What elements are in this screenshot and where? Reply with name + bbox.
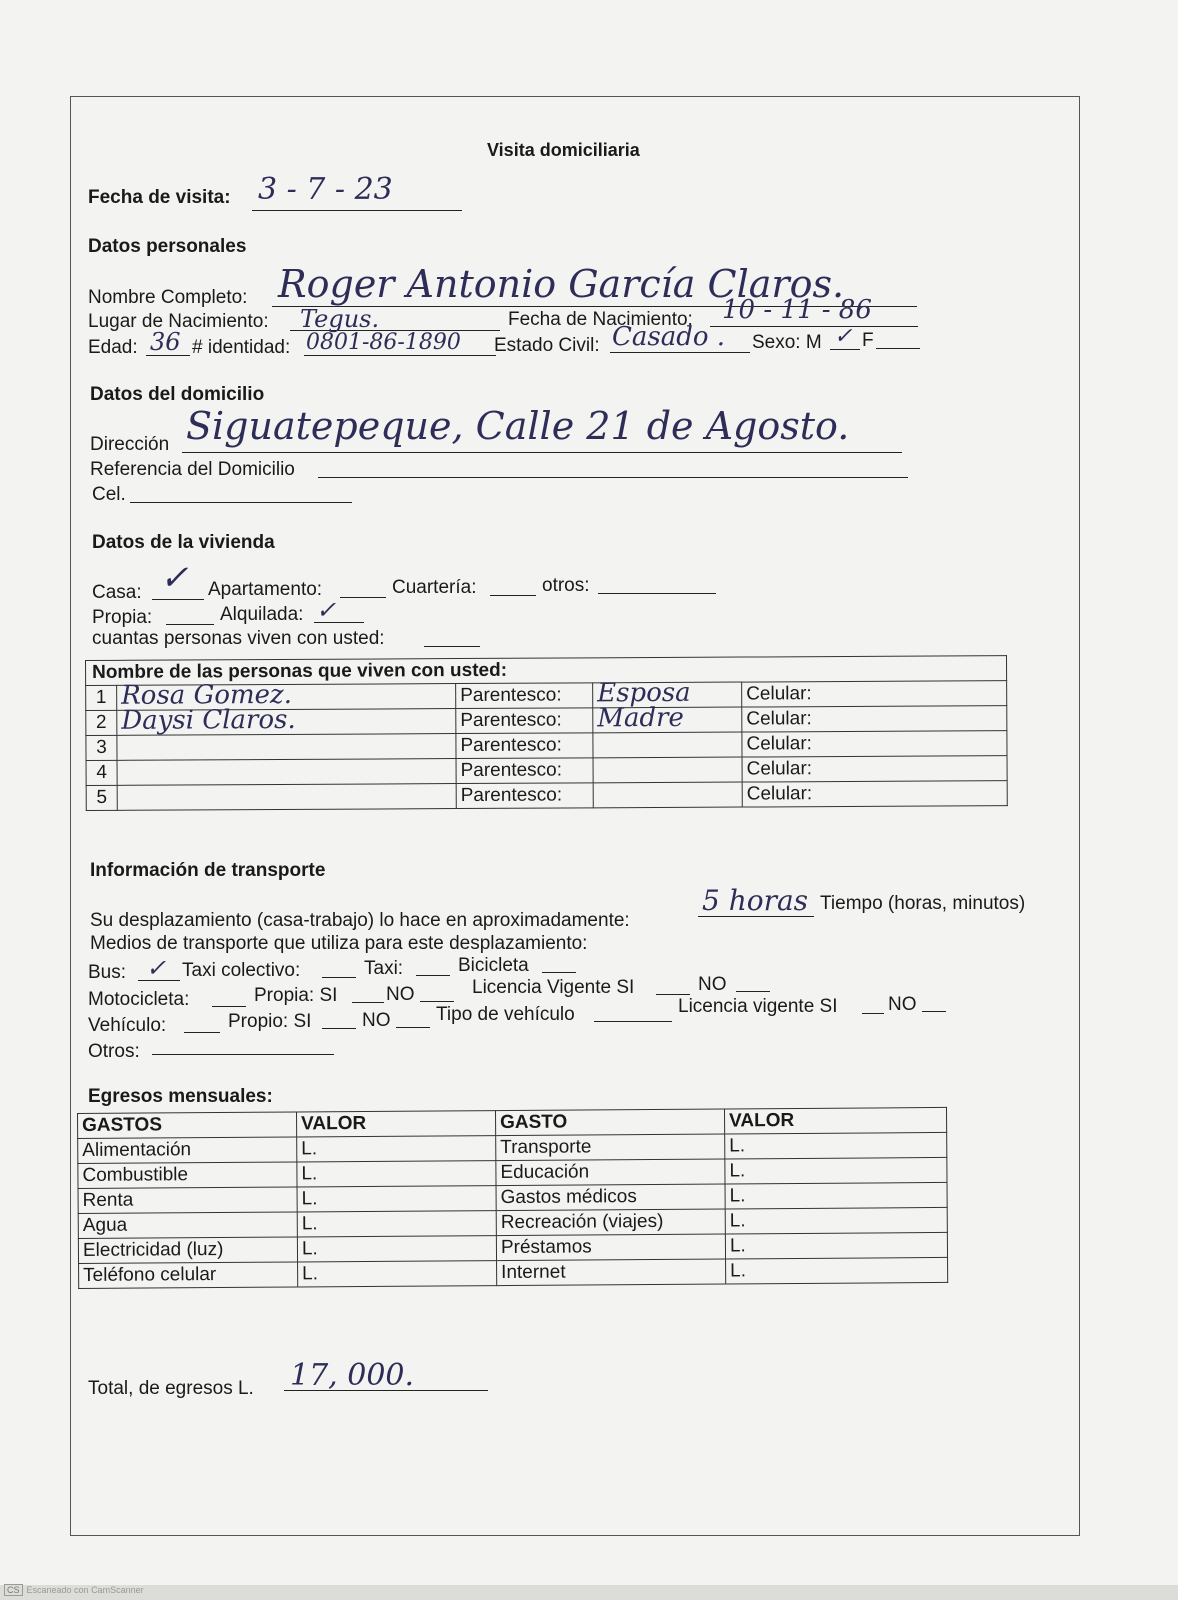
address-label: Dirección xyxy=(90,434,170,455)
civil-status-label: Estado Civil: xyxy=(494,335,600,356)
visit-date-label: Fecha de visita: xyxy=(88,187,231,208)
cellphone-label: Celular: xyxy=(742,706,1007,732)
apartamento-label: Apartamento: xyxy=(208,579,323,600)
row-number: 1 xyxy=(86,685,117,710)
cel-label: Cel. xyxy=(92,484,126,505)
cellphone-label: Celular: xyxy=(742,781,1007,807)
cuarteria-label: Cuartería: xyxy=(392,577,477,598)
expenses-heading: Egresos mensuales: xyxy=(88,1086,273,1107)
full-name-value: Roger Antonio García Claros. xyxy=(278,262,845,306)
moto-propia-no-label: NO xyxy=(386,984,415,1005)
valor-header: VALOR xyxy=(296,1111,495,1137)
id-value: 0801-86-1890 xyxy=(306,330,461,355)
moto-propia-si-line xyxy=(352,1002,384,1003)
id-line xyxy=(304,355,496,356)
moto-license-si-line xyxy=(656,994,690,995)
age-value: 36 xyxy=(150,328,181,356)
expense-item: Transporte xyxy=(496,1134,725,1161)
expense-item: Recreación (viajes) xyxy=(496,1209,725,1236)
household-row xyxy=(86,781,1007,811)
expense-value: L. xyxy=(297,1236,496,1262)
household-name-cell xyxy=(117,759,456,786)
transport-heading: Información de transporte xyxy=(90,860,326,881)
household-name-cell xyxy=(117,734,456,761)
row-number: 5 xyxy=(86,785,117,810)
household-table xyxy=(85,655,1008,811)
cuarteria-line xyxy=(490,595,536,596)
moto-propia-si-label: Propia: SI xyxy=(254,985,338,1006)
expense-value: L. xyxy=(297,1136,496,1162)
cellphone-label: Celular: xyxy=(742,681,1007,707)
otros-transporte-line xyxy=(152,1054,334,1055)
gastos-header: GASTOS xyxy=(78,1112,297,1139)
domicile-heading: Datos del domicilio xyxy=(90,384,265,405)
bus-checkmark: ✓ xyxy=(146,954,167,982)
expense-value: L. xyxy=(298,1261,497,1287)
total-expenses-label: Total, de egresos L. xyxy=(88,1378,254,1399)
personal-heading: Datos personales xyxy=(88,236,247,257)
propia-label: Propia: xyxy=(92,607,153,628)
moto-license-no-line xyxy=(736,991,770,992)
relationship-label: Parentesco: xyxy=(456,783,593,809)
civil-status-line xyxy=(610,352,750,353)
relationship-cell xyxy=(593,757,742,783)
persons-count-label: cuantas personas viven con usted: xyxy=(92,628,385,649)
row-number: 3 xyxy=(86,735,117,760)
household-name-cell xyxy=(117,704,456,736)
expense-item: Teléfono celular xyxy=(79,1262,298,1289)
relationship-label: Parentesco: xyxy=(456,733,593,759)
bicicleta-line xyxy=(542,972,576,973)
otros-transporte-label: Otros: xyxy=(88,1041,140,1062)
taxi-colectivo-line xyxy=(322,977,356,978)
household-name: Daysi Claros. xyxy=(121,704,296,736)
cellphone-label: Celular: xyxy=(742,731,1007,757)
expense-item: Combustible xyxy=(78,1162,297,1189)
relationship-cell xyxy=(593,732,742,758)
birthplace-label: Lugar de Nacimiento: xyxy=(88,311,269,332)
cellphone-label: Celular: xyxy=(742,756,1007,782)
expense-item: Gastos médicos xyxy=(496,1184,725,1211)
household-header: Nombre de las personas que viven con usted: xyxy=(86,656,1007,686)
reference-label: Referencia del Domicilio xyxy=(90,459,295,480)
expense-item: Renta xyxy=(78,1187,297,1214)
valor-header-2: VALOR xyxy=(724,1107,946,1134)
tipo-vehiculo-line xyxy=(594,1021,672,1022)
casa-line xyxy=(152,599,204,600)
birthdate-value: 10 - 11 - 86 xyxy=(722,295,872,325)
expense-row xyxy=(79,1257,948,1288)
otros-vivienda-label: otros: xyxy=(542,575,590,596)
relationship-label: Parentesco: xyxy=(456,758,593,784)
expense-item: Alimentación xyxy=(78,1137,297,1164)
casa-checkmark: ✓ xyxy=(160,558,189,598)
expense-item: Electricidad (luz) xyxy=(78,1237,297,1264)
civil-status-value: Casado . xyxy=(612,322,726,352)
expenses-table xyxy=(77,1107,948,1289)
form-title: Visita domiciliaria xyxy=(487,140,640,160)
otros-vivienda-line xyxy=(598,593,716,594)
sex-m-checkmark: ✓ xyxy=(834,324,853,349)
vehiculo-propio-si-line xyxy=(322,1028,356,1029)
bicicleta-label: Bicicleta xyxy=(458,955,529,976)
means-label: Medios de transporte que utiliza para este desplazamiento: xyxy=(90,933,588,954)
sex-m-line xyxy=(830,349,860,350)
vehiculo-license-no-line xyxy=(922,1011,946,1012)
expense-value: L. xyxy=(725,1132,947,1159)
relationship-label: Parentesco: xyxy=(456,683,593,709)
expense-value: L. xyxy=(725,1207,947,1234)
expense-item: Educación xyxy=(496,1159,725,1186)
taxi-line xyxy=(416,975,450,976)
expense-value: L. xyxy=(726,1257,948,1284)
camscanner-text: Escaneado con CamScanner xyxy=(26,1585,144,1595)
full-name-label: Nombre Completo: xyxy=(88,287,248,308)
vehiculo-license-si-label: Licencia vigente SI xyxy=(678,996,838,1017)
commute-value: 5 horas xyxy=(702,884,809,917)
commute-unit: Tiempo (horas, minutos) xyxy=(820,893,1026,914)
sex-f-label: F xyxy=(862,330,874,351)
relationship-value: Madre xyxy=(597,702,684,734)
household-name-cell xyxy=(117,784,456,811)
propia-line xyxy=(166,624,214,625)
bus-label: Bus: xyxy=(88,962,127,983)
address-line xyxy=(182,452,902,453)
expense-item: Préstamos xyxy=(496,1234,725,1261)
moto-propia-no-line xyxy=(420,1001,454,1002)
id-label: # identidad: xyxy=(192,337,291,358)
vehiculo-propio-no-line xyxy=(396,1027,430,1028)
birthdate-label: Fecha de Nacimiento: xyxy=(508,309,693,330)
expense-item: Agua xyxy=(78,1212,297,1239)
casa-label: Casa: xyxy=(92,582,142,603)
sex-label: Sexo: M xyxy=(752,332,822,353)
expense-value: L. xyxy=(725,1157,947,1184)
relationship-cell xyxy=(593,702,742,734)
row-number: 2 xyxy=(86,710,117,735)
sex-f-line xyxy=(876,348,920,349)
apartamento-line xyxy=(340,597,386,598)
visit-date-line xyxy=(252,210,462,211)
birthdate-line xyxy=(710,326,918,327)
vehiculo-license-no-label: NO xyxy=(888,994,917,1015)
total-expenses-value: 17, 000. xyxy=(290,1358,415,1393)
expense-item: Internet xyxy=(497,1259,726,1286)
cel-line xyxy=(130,502,352,503)
relationship-value: Esposa xyxy=(597,677,691,709)
relationship-cell xyxy=(593,782,742,808)
alquilada-label: Alquilada: xyxy=(220,604,304,625)
tipo-vehiculo-label: Tipo de vehículo xyxy=(436,1004,575,1025)
expense-value: L. xyxy=(297,1161,496,1187)
gasto-header: GASTO xyxy=(495,1109,724,1136)
alquilada-checkmark: ✓ xyxy=(316,596,337,624)
persons-count-line xyxy=(424,646,480,647)
commute-label: Su desplazamiento (casa-trabajo) lo hace en aproximadamente: xyxy=(90,910,630,931)
expense-value: L. xyxy=(725,1182,947,1209)
age-label: Edad: xyxy=(88,337,138,358)
expense-value: L. xyxy=(297,1186,496,1212)
birthplace-value: Tegus. xyxy=(300,305,380,333)
address-value: Siguatepeque, Calle 21 de Agosto. xyxy=(186,404,850,448)
row-number: 4 xyxy=(86,760,117,785)
taxi-colectivo-label: Taxi colectivo: xyxy=(182,960,301,981)
vehiculo-label: Vehículo: xyxy=(88,1015,167,1036)
visit-date-value: 3 - 7 - 23 xyxy=(258,172,393,207)
expense-value: L. xyxy=(297,1211,496,1237)
vehiculo-propio-si-label: Propio: SI xyxy=(228,1011,312,1032)
expense-value: L. xyxy=(725,1232,947,1259)
taxi-label: Taxi: xyxy=(364,958,404,979)
vehiculo-line xyxy=(184,1032,220,1033)
vehiculo-propio-no-label: NO xyxy=(362,1010,391,1031)
motocicleta-label: Motocicleta: xyxy=(88,989,190,1010)
motocicleta-line xyxy=(212,1006,246,1007)
reference-line xyxy=(318,477,908,478)
vehiculo-license-si-line xyxy=(862,1013,884,1014)
relationship-label: Parentesco: xyxy=(456,708,593,734)
scanner-watermark xyxy=(4,1584,144,1596)
household-name: Rosa Gomez. xyxy=(121,679,293,711)
moto-license-si-label: Licencia Vigente SI xyxy=(472,977,635,998)
housing-heading: Datos de la vivienda xyxy=(92,532,275,553)
camscanner-logo: CS xyxy=(4,1584,23,1596)
moto-license-no-label: NO xyxy=(698,974,727,995)
